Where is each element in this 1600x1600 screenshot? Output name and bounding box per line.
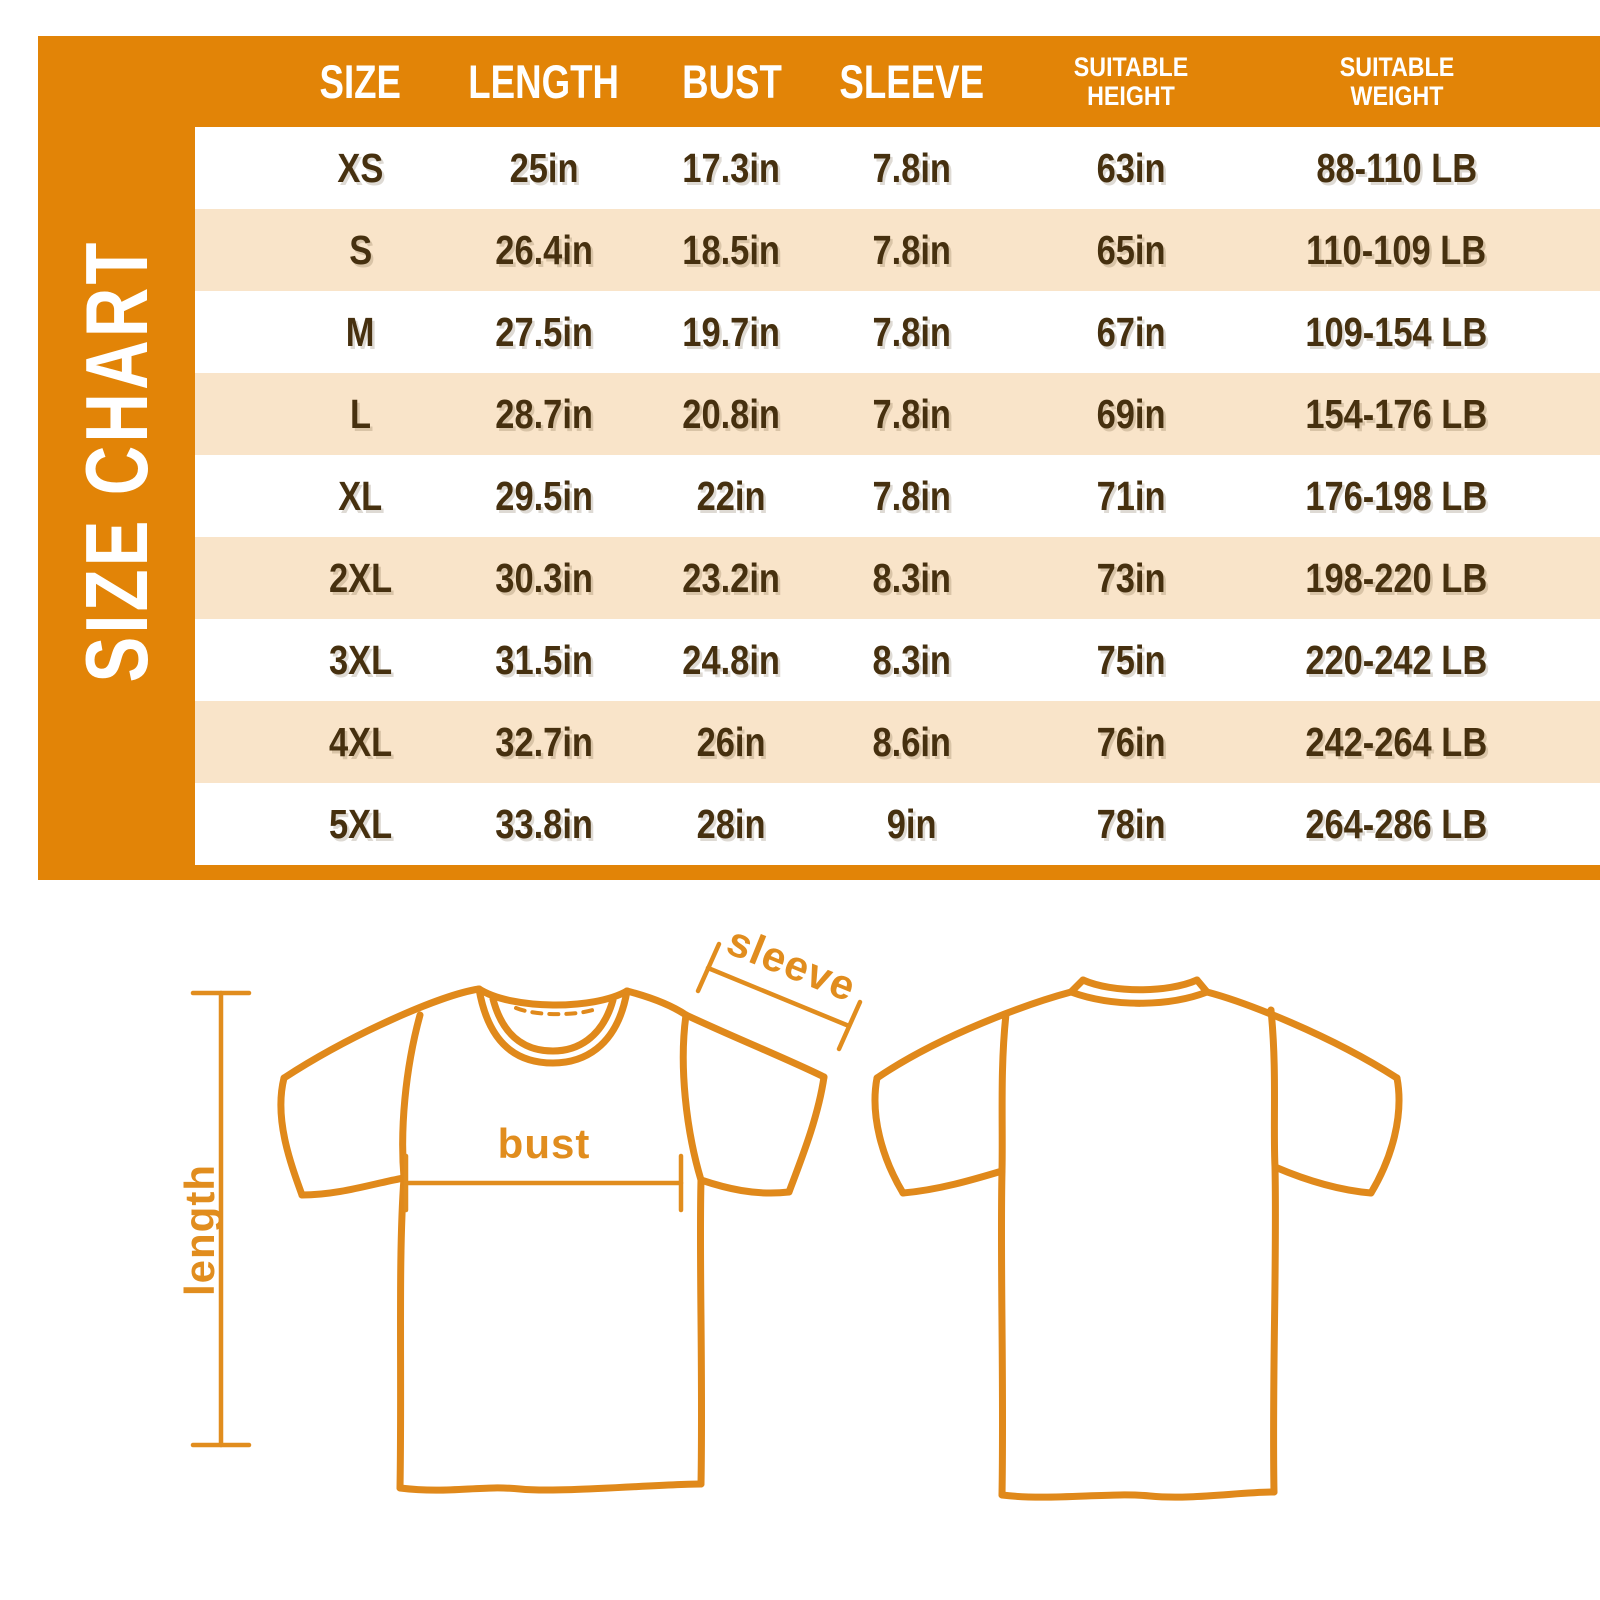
cell-sleeve-value: 7.8in	[872, 144, 952, 191]
cell-suitable-weight	[1263, 537, 1600, 619]
cell-length-value: 25in	[509, 144, 579, 191]
tshirt-back-diagram	[875, 980, 1399, 1497]
cell-bust-value: 26in	[697, 718, 766, 765]
cell-length-value: 27.5in	[495, 308, 593, 355]
table-row	[195, 373, 1600, 455]
cell-size	[195, 373, 450, 455]
front-left-sleeve-outer	[281, 1078, 302, 1195]
cell-size	[195, 455, 450, 537]
back-right-shoulder	[1207, 992, 1397, 1078]
bust-label: bust	[497, 1120, 591, 1167]
cell-suitable-height	[1021, 209, 1263, 291]
cell-sleeve-value: 7.8in	[872, 226, 952, 273]
table-row	[195, 127, 1600, 209]
table-header-row	[38, 36, 1600, 127]
cell-suitable-weight	[1263, 373, 1600, 455]
length-measure	[176, 993, 249, 1445]
sleeve-label: sleeve	[720, 916, 864, 1011]
back-left-shoulder	[877, 992, 1071, 1078]
size-chart-table	[38, 36, 1600, 880]
cell-length	[450, 127, 638, 209]
back-hem	[1002, 1492, 1274, 1497]
cell-length	[450, 373, 638, 455]
cell-sleeve	[825, 373, 1021, 455]
cell-size-value: 4XL	[328, 718, 393, 765]
cell-length-value: 30.3in	[495, 554, 593, 601]
cell-size	[195, 209, 450, 291]
cell-suitable-weight	[1263, 619, 1600, 701]
cell-suitable-weight	[1263, 701, 1600, 783]
cell-size	[195, 701, 450, 783]
cell-sleeve	[825, 619, 1021, 701]
back-left-sleeve-bottom	[903, 1171, 1002, 1193]
front-body-left	[400, 1178, 404, 1488]
cell-bust-value: 19.7in	[682, 308, 781, 355]
column-header-sleeve-label: SLEEVE	[839, 55, 985, 108]
bust-measure	[406, 1120, 681, 1210]
cell-suitable-height-value: 63in	[1096, 144, 1166, 191]
column-header-bust	[638, 36, 825, 127]
cell-bust-value: 17.3in	[682, 144, 781, 191]
cell-length	[450, 701, 638, 783]
cell-suitable-weight	[1263, 455, 1600, 537]
cell-length-value: 26.4in	[495, 226, 593, 273]
cell-sleeve-value: 7.8in	[872, 472, 952, 519]
cell-size-value: XS	[337, 144, 384, 191]
cell-bust-value: 22in	[697, 472, 766, 519]
cell-suitable-height	[1021, 373, 1263, 455]
cell-suitable-height	[1021, 455, 1263, 537]
back-left-sleeve-outer	[875, 1078, 903, 1193]
cell-length-value: 31.5in	[495, 636, 593, 683]
cell-size	[195, 619, 450, 701]
cell-bust	[638, 455, 825, 537]
column-header-suitable-weight	[1263, 36, 1600, 127]
cell-suitable-weight-value: 264-286 LB	[1305, 800, 1488, 847]
cell-bust-value: 18.5in	[682, 226, 781, 273]
cell-suitable-weight	[1263, 209, 1600, 291]
cell-sleeve-value: 8.3in	[872, 554, 952, 601]
back-right-sleeve-outer	[1371, 1078, 1399, 1193]
front-left-sleeve-bottom	[302, 1178, 404, 1195]
cell-suitable-weight-value: 109-154 LB	[1305, 308, 1488, 355]
cell-length	[450, 455, 638, 537]
cell-length	[450, 537, 638, 619]
cell-suitable-height-value: 78in	[1096, 800, 1166, 847]
cell-suitable-weight-value: 176-198 LB	[1305, 472, 1488, 519]
cell-suitable-height	[1021, 127, 1263, 209]
cell-bust	[638, 209, 825, 291]
cell-length-value: 32.7in	[495, 718, 593, 765]
cell-length-value: 29.5in	[495, 472, 593, 519]
cell-size-value: 5XL	[328, 800, 393, 847]
front-body-right	[700, 1180, 701, 1484]
cell-sleeve-value: 8.6in	[872, 718, 952, 765]
column-header-suitable-weight-label: SUITABLE WEIGHT	[1339, 51, 1454, 111]
cell-size	[195, 537, 450, 619]
front-right-armhole	[683, 1015, 701, 1180]
cell-suitable-height	[1021, 783, 1263, 865]
cell-bust-value: 24.8in	[682, 636, 781, 683]
cell-bust	[638, 291, 825, 373]
header-spacer	[38, 36, 195, 127]
cell-size-value: 3XL	[328, 636, 393, 683]
cell-sleeve	[825, 537, 1021, 619]
tshirt-front-diagram	[281, 989, 824, 1490]
cell-sleeve-value: 7.8in	[872, 390, 952, 437]
cell-suitable-height	[1021, 537, 1263, 619]
cell-suitable-weight-value: 154-176 LB	[1305, 390, 1488, 437]
table-body	[38, 127, 1600, 865]
cell-sleeve	[825, 127, 1021, 209]
front-collar-stitches	[516, 1008, 596, 1014]
cell-bust	[638, 537, 825, 619]
cell-length	[450, 619, 638, 701]
cell-bust-value: 28in	[697, 800, 766, 847]
cell-suitable-weight-value: 242-264 LB	[1305, 718, 1488, 765]
cell-sleeve	[825, 783, 1021, 865]
cell-sleeve	[825, 291, 1021, 373]
tshirt-measurement-diagram	[0, 900, 1600, 1600]
front-right-sleeve-outer	[789, 1077, 824, 1192]
cell-bust	[638, 619, 825, 701]
cell-suitable-height-value: 75in	[1096, 636, 1166, 683]
cell-suitable-weight-value: 220-242 LB	[1305, 636, 1488, 683]
cell-suitable-height-value: 65in	[1096, 226, 1166, 273]
table-row	[195, 291, 1600, 373]
cell-suitable-height-value: 76in	[1096, 718, 1166, 765]
cell-length	[450, 783, 638, 865]
cell-sleeve	[825, 455, 1021, 537]
back-collar-upper	[1083, 980, 1197, 990]
column-header-sleeve	[825, 36, 1021, 127]
column-header-size	[195, 36, 450, 127]
cell-length-value: 28.7in	[495, 390, 593, 437]
column-header-size-label: SIZE	[319, 55, 402, 108]
cell-size	[195, 291, 450, 373]
cell-bust-value: 23.2in	[682, 554, 781, 601]
cell-bust	[638, 373, 825, 455]
cell-suitable-weight-value: 110-109 LB	[1306, 226, 1487, 273]
table-row	[195, 455, 1600, 537]
back-body-left	[1001, 1014, 1006, 1495]
cell-length	[450, 209, 638, 291]
front-hem	[400, 1484, 701, 1490]
cell-suitable-weight-value: 88-110 LB	[1316, 144, 1477, 191]
back-body-right	[1271, 1010, 1275, 1492]
cell-sleeve	[825, 701, 1021, 783]
sidebar-title-area	[38, 127, 195, 865]
cell-bust	[638, 701, 825, 783]
back-right-sleeve-bottom	[1275, 1167, 1371, 1193]
cell-suitable-height-value: 69in	[1096, 390, 1166, 437]
front-left-shoulder	[284, 989, 479, 1078]
cell-sleeve-value: 8.3in	[872, 636, 952, 683]
front-collar-top	[479, 989, 627, 1005]
cell-size-value: S	[349, 226, 372, 273]
cell-suitable-height	[1021, 291, 1263, 373]
table-row	[195, 537, 1600, 619]
cell-bust	[638, 783, 825, 865]
cell-suitable-weight	[1263, 291, 1600, 373]
sleeve-tick-start	[698, 944, 719, 991]
cell-size-value: M	[346, 308, 375, 355]
column-header-suitable-height	[1021, 36, 1263, 127]
column-header-length	[450, 36, 638, 127]
cell-bust-value: 20.8in	[682, 390, 781, 437]
table-row	[195, 619, 1600, 701]
cell-suitable-height	[1021, 619, 1263, 701]
cell-suitable-height-value: 71in	[1096, 472, 1166, 519]
table-row	[195, 209, 1600, 291]
cell-sleeve	[825, 209, 1021, 291]
cell-suitable-weight-value: 198-220 LB	[1305, 554, 1488, 601]
cell-length	[450, 291, 638, 373]
column-header-suitable-height-label: SUITABLE HEIGHT	[1073, 51, 1189, 111]
front-right-shoulder	[627, 991, 686, 1015]
front-right-sleeve-bottom	[701, 1180, 789, 1193]
cell-suitable-height	[1021, 701, 1263, 783]
front-left-armhole	[403, 1015, 420, 1178]
cell-size-value: 2XL	[328, 554, 393, 601]
cell-length-value: 33.8in	[495, 800, 593, 847]
back-collar-lower	[1071, 992, 1207, 1003]
front-right-sleeve-top	[686, 1015, 824, 1077]
cell-size-value: L	[349, 390, 372, 437]
cell-sleeve-value: 9in	[887, 800, 937, 847]
cell-suitable-height-value: 67in	[1096, 308, 1166, 355]
sidebar-title: SIZE CHART	[66, 239, 166, 683]
cell-sleeve-value: 7.8in	[872, 308, 952, 355]
cell-suitable-height-value: 73in	[1096, 554, 1166, 601]
cell-bust	[638, 127, 825, 209]
cell-suitable-weight	[1263, 127, 1600, 209]
table-rows	[195, 127, 1600, 865]
table-row	[195, 783, 1600, 865]
table-row	[195, 701, 1600, 783]
column-header-bust-label: BUST	[681, 55, 782, 108]
cell-size	[195, 783, 450, 865]
cell-size	[195, 127, 450, 209]
column-header-length-label: LENGTH	[468, 55, 620, 108]
cell-size-value: XL	[338, 472, 383, 519]
cell-suitable-weight	[1263, 783, 1600, 865]
length-label: length	[176, 1164, 224, 1296]
